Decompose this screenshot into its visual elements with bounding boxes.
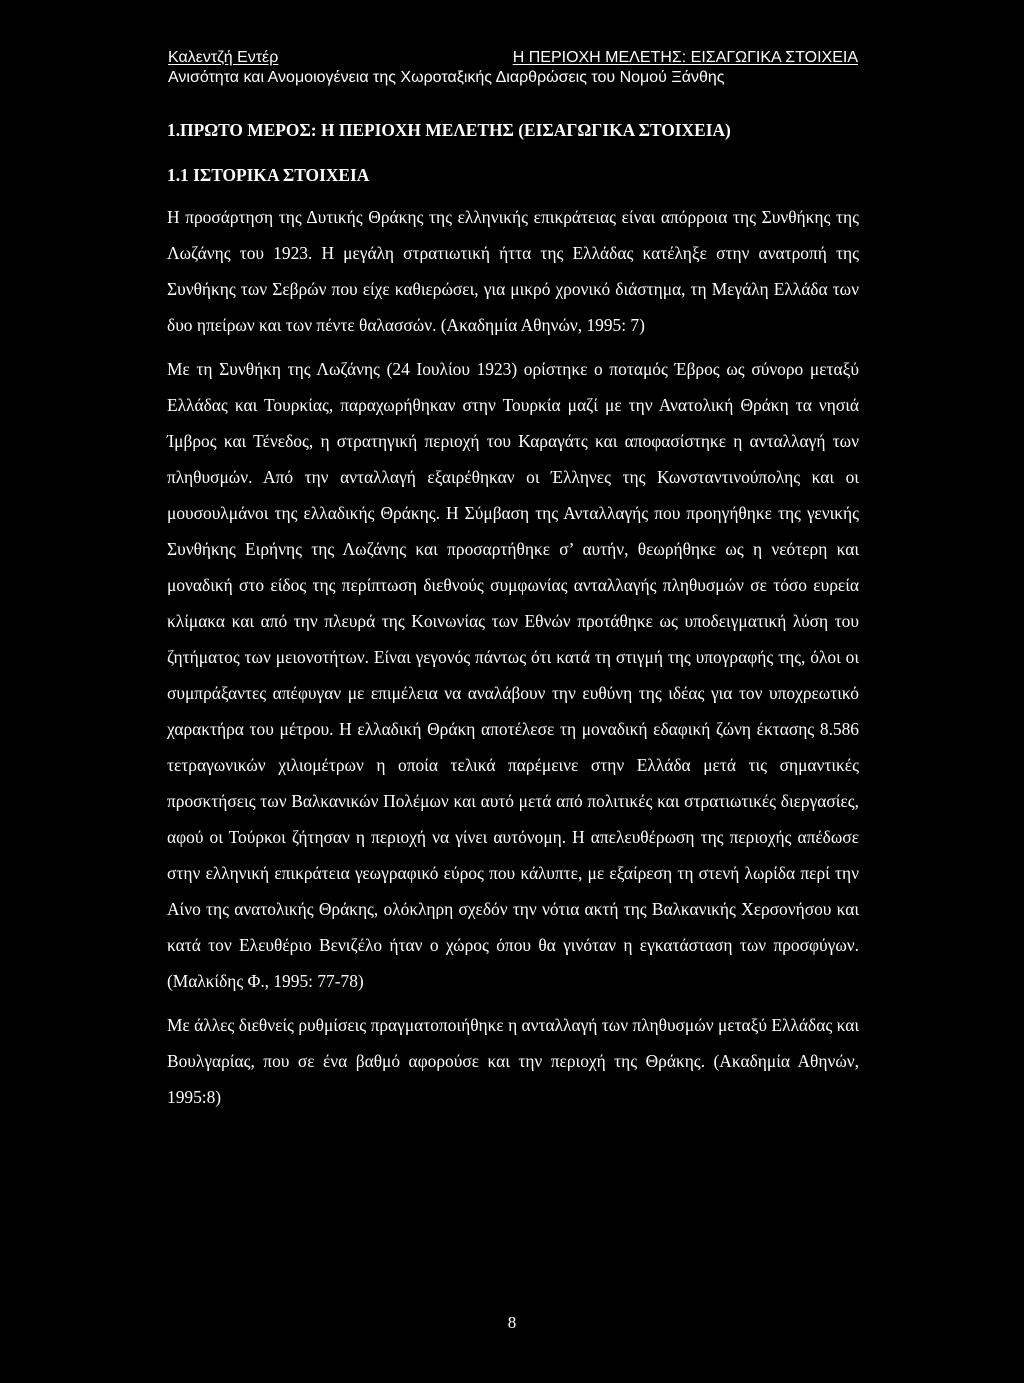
paragraph-intro: Η προσάρτηση της Δυτικής Θράκης της ελληνικής επικράτειας είναι απόρροια της Συνθήκης της Λωζάνης του 1923. Η μεγάλη στρατιωτική ήττα της Ελλάδας κατέληξε στην ανατροπή της Συνθήκης των Σεβρών που είχε καθιερώσει, για μικρό χρονικό διάστημα, τη Μεγάλη Ελλάδα των δυο ηπείρων και των πέντε θαλασσών. (Ακαδημία Αθηνών, 1995: 7) (167, 207, 859, 335)
page-number: 8 (507, 1313, 517, 1332)
author-name: Καλεντζή Εντέρ (168, 49, 279, 66)
paragraph-gap (167, 999, 859, 1007)
thesis-title: Ανισότητα και Ανομοιογένεια της Χωροταξικής Διαρθρώσεις του Νομού Ξάνθης (168, 69, 725, 86)
subsection-heading: 1.1 ΙΣΤΟΡΙΚΑ ΣΤΟΙΧΕΙΑ (167, 165, 370, 185)
section-heading: 1.ΠΡΩΤΟ ΜΕΡΟΣ: Η ΠΕΡΙΟΧΗ ΜΕΛΕΤΗΣ (ΕΙΣΑΓΩΓΙΚΑ ΣΤΟΙΧΕΙΑ) (167, 120, 731, 140)
paragraph-bulgaria-exchange: Με άλλες διεθνείς ρυθμίσεις πραγματοποιήθηκε η ανταλλαγή των πληθυσμών μεταξύ Ελλάδας και Βουλγαρίας, που σε ένα βαθμό αφορούσε και την περιοχή της Θράκης. (Ακαδημία Αθηνών, 1995:8) (167, 1015, 859, 1107)
running-header-top-row (168, 48, 858, 68)
paragraph-gap (167, 343, 859, 351)
running-header (168, 48, 858, 88)
page-content (167, 117, 859, 1115)
paragraph-lausanne-treaty: Με τη Συνθήκη της Λωζάνης (24 Ιουλίου 1923) ορίστηκε ο ποταμός Έβρος ως σύνορο μεταξύ Ελλάδας και Τουρκίας, παραχωρήθηκαν στην Τουρκία μαζί με την Ανατολική Θράκη τα νησιά Ίμβρος και Τένεδος, η στρατηγική περιοχή του Καραγάτς και αποφασίστηκε η ανταλλαγή των πληθυσμών. Από την ανταλλαγή εξαιρέθηκαν οι Έλληνες της Κωνσταντινούπολης και οι μουσουλμάνοι της ελλαδικής Θράκης. Η Σύμβαση της Ανταλλαγής που προηγήθηκε της γενικής Συνθήκης Ειρήνης της Λωζάνης και προσαρτήθηκε σ’ αυτήν, θεωρήθηκε ως η νεότερη και μοναδική στο είδος της περίπτωση διεθνούς συμφωνίας ανταλλαγής πληθυσμών σε τόσο ευρεία κλίμακα και από την πλευρά της Κοινωνίας των Εθνών προτάθηκε ως υποδειγματική λύση του ζητήματος των μειονοτήτων. Είναι γεγονός πάντως ότι κατά τη στιγμή της υπογραφής της, όλοι οι συμπράξαντες απέφυγαν με επιμέλεια να αναλάβουν την ευθύνη της ιδέας για τον υποχρεωτικό χαρακτήρα του μέτρου. Η ελλαδική Θράκη αποτέλεσε τη μοναδική εδαφική ζώνη έκτασης 8.586 τετραγωνικών χιλιομέτρων η οποία τελικά παρέμεινε στην Ελλάδα μετά τις σημαντικές προσκτήσεις των Βαλκανικών Πολέμων και αυτό μετά από πολιτικές και στρατιωτικές διεργασίες, αφού οι Τούρκοι ζήτησαν η περιοχή να γίνει αυτόνομη. Η απελευθέρωση της περιοχής απέδωσε στην ελληνική επικράτεια γεωγραφικό εύρος που κάλυπτε, με εξαίρεση τη στενή λωρίδα περί την Αίνο της ανατολικής Θράκης, ολόκληρη σχεδόν την νότια ακτή της Βαλκανικής Χερσονήσου και κατά τον Ελευθέριο Βενιζέλο ήταν ο χώρος όπου θα γινόταν η εγκατάσταση των προσφύγων. (Μαλκίδης Φ., 1995: 77-78) (167, 359, 859, 991)
chapter-title: Η ΠΕΡΙΟΧΗ ΜΕΛΕΤΗΣ: ΕΙΣΑΓΩΓΙΚΑ ΣΤΟΙΧΕΙΑ (512, 49, 858, 66)
